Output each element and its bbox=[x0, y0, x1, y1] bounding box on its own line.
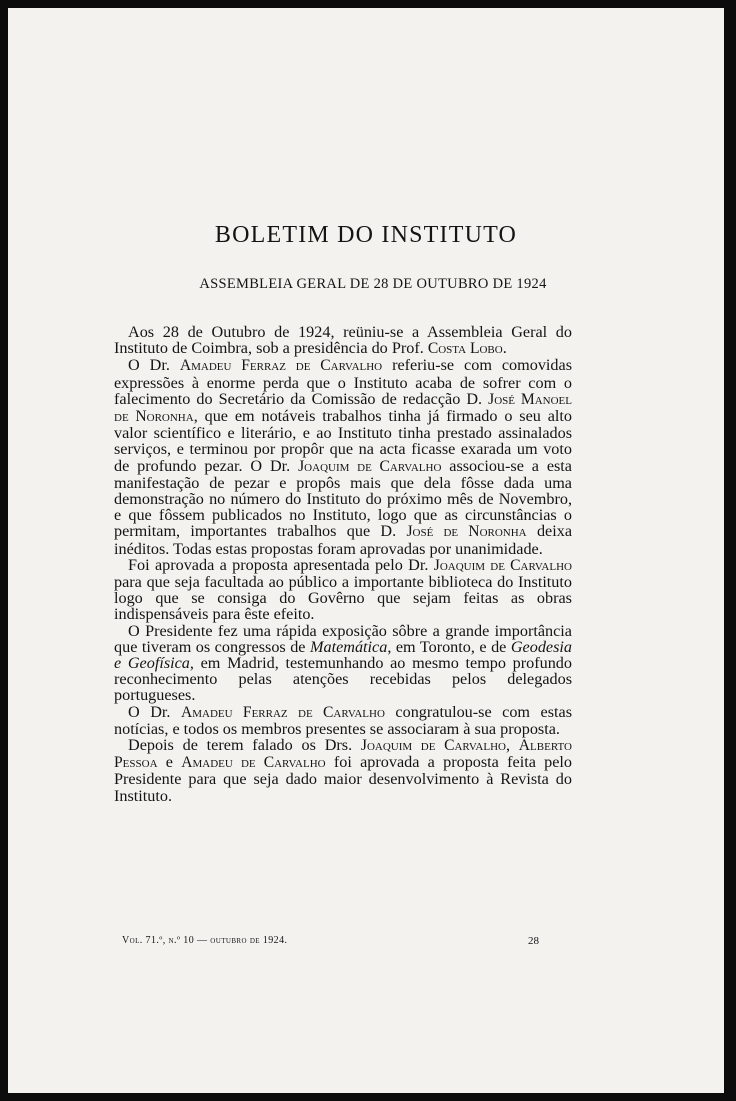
paragraph-6 bbox=[114, 737, 572, 804]
person-name: Joaquim de Carvalho bbox=[298, 457, 442, 475]
volume-footer: Vol. 71.º, n.º 10 — outubro de 1924. bbox=[122, 935, 288, 946]
text-run: congratulou-se com estas notícias, e todos os membros presentes se associaram à sua proposta. bbox=[114, 702, 572, 738]
emphasis: Matemática bbox=[310, 637, 388, 656]
person-name: Alberto Pessoa bbox=[114, 737, 572, 772]
text-run: . bbox=[502, 339, 507, 358]
text-run: associou-se a esta manifestação de pezar e propôs mais que dela fôsse dada uma demonstração no número do Instituto do próximo mês de Novembro, e que fôssem publicados no Instituto, logo que as circunstâncias o permitam, importantes trabalhos que D. bbox=[114, 456, 572, 541]
person-name: José de Noronha bbox=[406, 523, 527, 541]
person-name: José Manoel de Noronha bbox=[114, 390, 572, 426]
text-run: Foi aprovada a proposta apresentada pelo Dr. bbox=[128, 555, 434, 574]
text-run: , bbox=[505, 736, 519, 755]
person-name: Joaquim de Carvalho bbox=[433, 556, 572, 574]
text-run: deixa inéditos. Todas estas propostas foram aprovadas por unanimidade. bbox=[114, 522, 572, 558]
person-name: Joaquim de Carvalho bbox=[360, 737, 506, 755]
text-run: referiu-se com comovidas expressões à enorme perda que o Instituto acaba de sofrer com o falecimento do Secretário da Comissão de redacção D. bbox=[114, 356, 572, 408]
text-run: , em Toronto, e de bbox=[387, 637, 511, 656]
text-run: O Dr. bbox=[128, 702, 181, 721]
text-run: O Presidente fez uma rápida exposição sôbre a grande importância que tiveram os congressos de bbox=[114, 621, 572, 656]
person-name: Amadeu de Carvalho bbox=[181, 754, 326, 772]
paragraph-2 bbox=[114, 357, 572, 556]
paragraph-5 bbox=[114, 704, 572, 737]
text-run: O Dr. bbox=[128, 356, 180, 375]
text-run: e bbox=[157, 753, 182, 772]
text-run: Depois de terem falado os Drs. bbox=[128, 736, 361, 755]
paragraph-4 bbox=[114, 623, 572, 704]
person-name: Costa Lobo bbox=[427, 340, 503, 358]
document-page bbox=[8, 8, 724, 1093]
page-number: 28 bbox=[528, 935, 539, 947]
paragraph-1 bbox=[114, 324, 572, 357]
person-name: Amadeu Ferraz de Carvalho bbox=[179, 357, 383, 375]
text-run: , em Madrid, testemunhando ao mesmo tempo profundo reconhecimento pelas atenções recebidas pelos delegados portugueses. bbox=[114, 654, 572, 705]
text-run: foi aprovada a proposta feita pelo Presidente para que seja dado maior desenvolvimento à Revista do Instituto. bbox=[114, 753, 573, 805]
paragraph-3 bbox=[114, 557, 572, 623]
page-subtitle: ASSEMBLEIA GERAL DE 28 DE OUTUBRO DE 1924 bbox=[199, 276, 547, 292]
text-run: , que em notáveis trabalhos tinha já firmado o seu alto valor scientífico e literário, e ao Instituto tinha prestado assinalados serviços, e terminou por propôr que na acta ficasse exarada um voto de profundo pezar. O Dr. bbox=[114, 407, 572, 475]
emphasis: Geodesia e Geofísica bbox=[114, 637, 572, 673]
text-run: para que seja facultada ao público a importante biblioteca do Instituto logo que se consiga do Govêrno que sejam feitas as obras indispensáveis para êste efeito. bbox=[114, 573, 572, 624]
article-body bbox=[114, 324, 572, 804]
text-run: Aos 28 de Outubro de 1924, reüniu-se a Assembleia Geral do Instituto de Coimbra, sob a presidência do Prof. bbox=[114, 323, 572, 358]
person-name: Amadeu Ferraz de Carvalho bbox=[180, 703, 385, 721]
page-title: BOLETIM DO INSTITUTO bbox=[214, 222, 518, 248]
